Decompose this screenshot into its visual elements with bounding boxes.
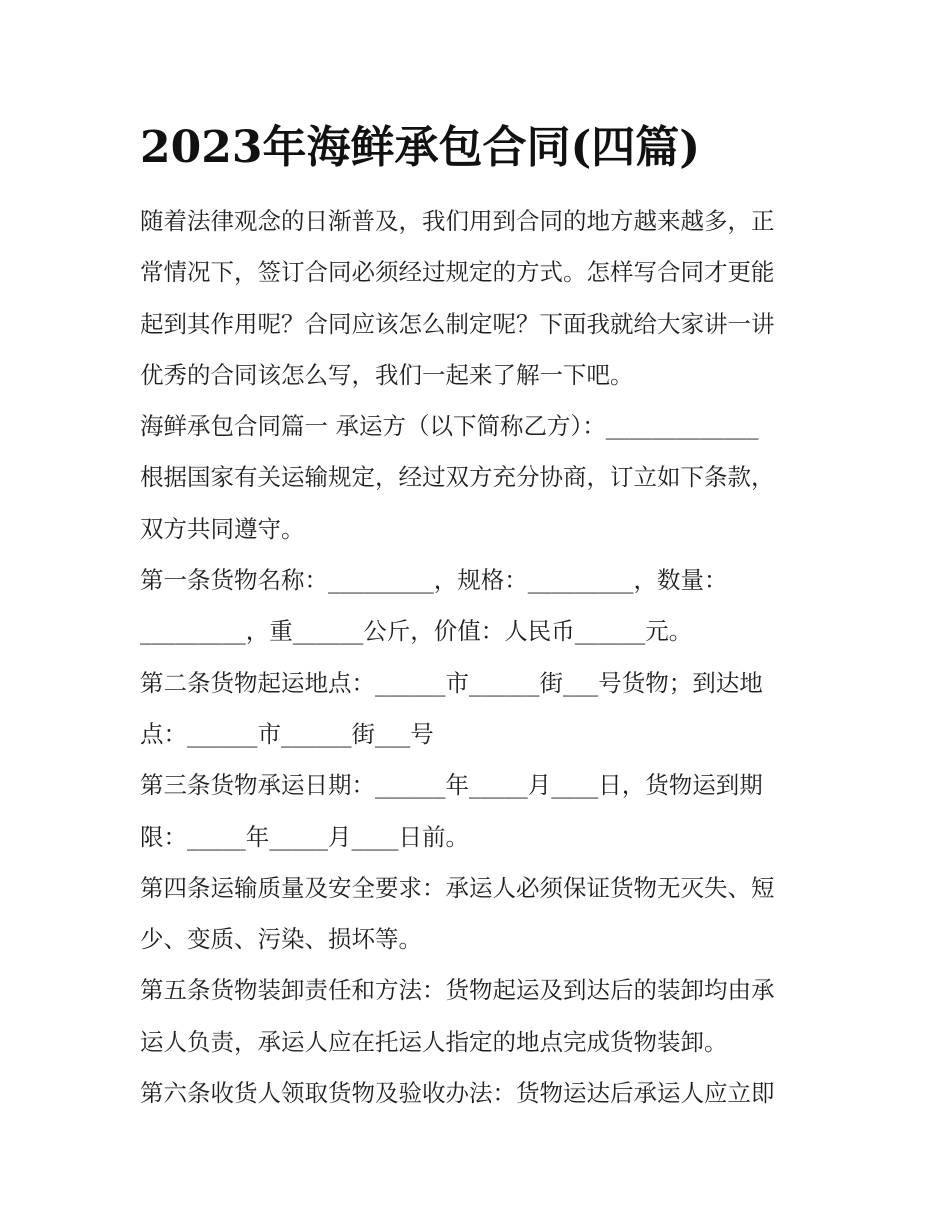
- paragraph-line: 双方共同遵守。: [140, 514, 305, 543]
- paragraph-line: 常情况下，签订合同必须经过规定的方式。怎样写合同才更能: [140, 258, 775, 287]
- paragraph-line: 第三条货物承运日期：______年_____月____日，货物运到期: [140, 771, 763, 800]
- document-body: [140, 196, 815, 1119]
- paragraph-line: 根据国家有关运输规定，经过双方充分协商，订立如下条款，: [140, 463, 775, 492]
- paragraph-line: 少、变质、污染、损坏等。: [140, 925, 422, 954]
- paragraph-line: 第二条货物起运地点：______市______街___号货物；到达地: [140, 668, 763, 697]
- paragraph-line: 海鲜承包合同篇一 承运方（以下简称乙方）：_____________: [140, 412, 759, 441]
- paragraph-line: 优秀的合同该怎么写，我们一起来了解一下吧。: [140, 360, 634, 389]
- paragraph-line: 第四条运输质量及安全要求：承运人必须保证货物无灭失、短: [140, 873, 775, 902]
- paragraph-line: 限：_____年_____月____日前。: [140, 822, 469, 851]
- paragraph-line: 点：______市______街___号: [140, 719, 434, 748]
- paragraph-line: 第五条货物装卸责任和方法：货物起运及到达后的装卸均由承: [140, 976, 775, 1005]
- paragraph-line: 第六条收货人领取货物及验收办法：货物运达后承运人应立即: [140, 1079, 775, 1108]
- paragraph-line: 运人负责，承运人应在托运人指定的地点完成货物装卸。: [140, 1027, 728, 1056]
- paragraph-line: 第一条货物名称：_________，规格：_________，数量：: [140, 566, 728, 595]
- document-title: 2023年海鲜承包合同(四篇): [140, 122, 701, 173]
- paragraph-line: 随着法律观念的日渐普及，我们用到合同的地方越来越多，正: [140, 207, 775, 235]
- paragraph-line: 起到其作用呢？合同应该怎么制定呢？下面我就给大家讲一讲: [140, 309, 775, 338]
- paragraph-line: _________，重______公斤，价值：人民币______元。: [140, 617, 693, 646]
